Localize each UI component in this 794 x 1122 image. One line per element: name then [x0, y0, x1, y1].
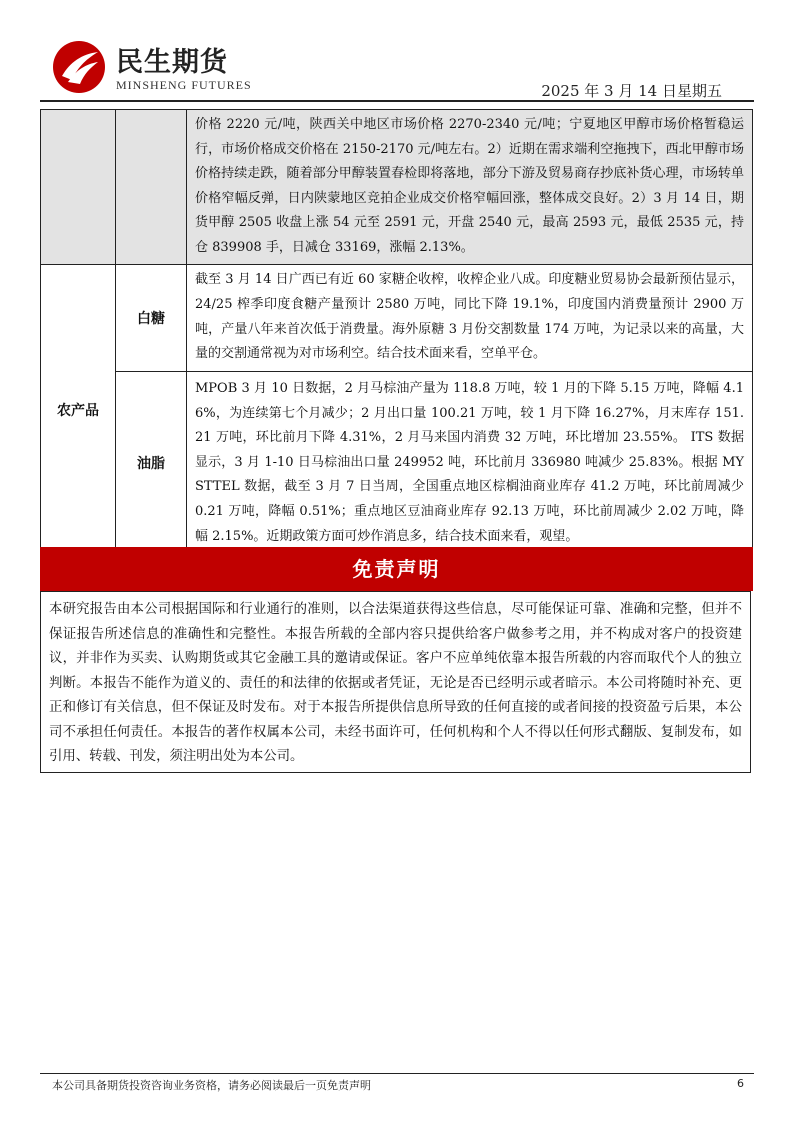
category-label: 农产品: [41, 264, 116, 555]
table-row: [41, 371, 753, 555]
category-cell-empty: [41, 110, 116, 265]
brand-name-en: MINSHENG FUTURES: [116, 78, 252, 92]
methanol-text: 价格 2220 元/吨，陕西关中地区市场价格 2270-2340 元/吨；宁夏地区甲醇市场价格暂稳运行，市场价格成交价格在 2150-2170 元/吨左右。2）近期在需求端利空拖拽下，西北甲醇市场价格持续走跌，随着部分甲醇装置春检即将落地，部分下游及贸易商存抄底补货心理，市场转单价格窄幅反弹，日内陕蒙地区竞拍企业成交价格窄幅回涨，整体成交良好。2）3 月 14 日，期货甲醇 2505 收盘上涨 54 元至 2591 元，开盘 2540 元，最高 2593 元，最低 2535 元，持仓 839908 手，日减仓 33169，涨幅 2.13%。: [187, 110, 753, 265]
brand-name-cn: 民生期货: [116, 47, 228, 78]
product-cell-empty: [116, 110, 187, 265]
footer-notice: 本公司具备期货投资咨询业务资格，请务必阅读最后一页免责声明: [52, 1079, 371, 1092]
report-date: 2025 年 3 月 14 日星期五: [541, 82, 722, 100]
table-row: [41, 110, 753, 265]
page-number: 6: [737, 1077, 744, 1090]
page-header: [0, 0, 794, 110]
oil-text: MPOB 3 月 10 日数据，2 月马棕油产量为 118.8 万吨，较 1 月的下降 5.15 万吨，降幅 4.16%，为连续第七个月减少；2 月出口量 100.21 万吨，较 1 月下降 16.27%，月末库存 151.21 万吨，环比前月下降 4.31%，2 月马来国内消费 32 万吨，环比增加 23.55%。 ITS 数据显示，3 月 1-10 日马棕油出口量 249952 吨，环比前月 336980 吨减少 25.83%。根据 MYSTTEL 数据，截至 3 月 7 日当周，全国重点地区棕榈油商业库存 41.2 万吨，环比前周减少 0.21 万吨，降幅 0.51%；重点地区豆油商业库存 92.13 万吨，环比前周减少 2.02 万吨，降幅 2.15%。近期政策方面可炒作消息多，结合技术面来看，观望。: [187, 371, 753, 555]
product-label-sugar: 白糖: [116, 264, 187, 371]
product-label-oil: 油脂: [116, 371, 187, 555]
sugar-text: 截至 3 月 14 日广西已有近 60 家糖企收榨，收榨企业八成。印度糖业贸易协会最新预估显示，24/25 榨季印度食糖产量预计 2580 万吨，同比下降 19.1%，印度国内消费量预计 2900 万吨，产量八年来首次低于消费量。海外原糖 3 月份交割数量 174 万吨，为记录以来的高量，大量的交割通常视为对市场利空。结合技术面来看，空单平仓。: [187, 264, 753, 371]
disclaimer-title: 免责声明: [40, 547, 753, 591]
footer-divider: [40, 1073, 754, 1074]
header-divider: [40, 100, 754, 102]
table-row: [41, 264, 753, 371]
disclaimer-body: 本研究报告由本公司根据国际和行业通行的准则，以合法渠道获得这些信息，尽可能保证可靠、准确和完整，但并不保证报告所述信息的准确性和完整性。本报告所载的全部内容只提供给客户做参考之用，并不构成对客户的投资建议，并非作为买卖、认购期货或其它金融工具的邀请或保证。客户不应单纯依靠本报告所载的内容而取代个人的独立判断。本报告不能作为道义的、责任的和法律的依据或者凭证，无论是否已经明示或者暗示。本公司将随时补充、更正和修订有关信息，但不保证及时发布。对于本报告所提供信息所导致的任何直接的或者间接的投资盈亏后果，本公司不承担任何责任。本报告的著作权属本公司，未经书面许可，任何机构和个人不得以任何形式翻版、复制发布，如引用、转载、刊发，须注明出处为本公司。: [40, 591, 751, 773]
minsheng-logo-icon: [52, 40, 106, 94]
commodity-table: [40, 109, 753, 556]
